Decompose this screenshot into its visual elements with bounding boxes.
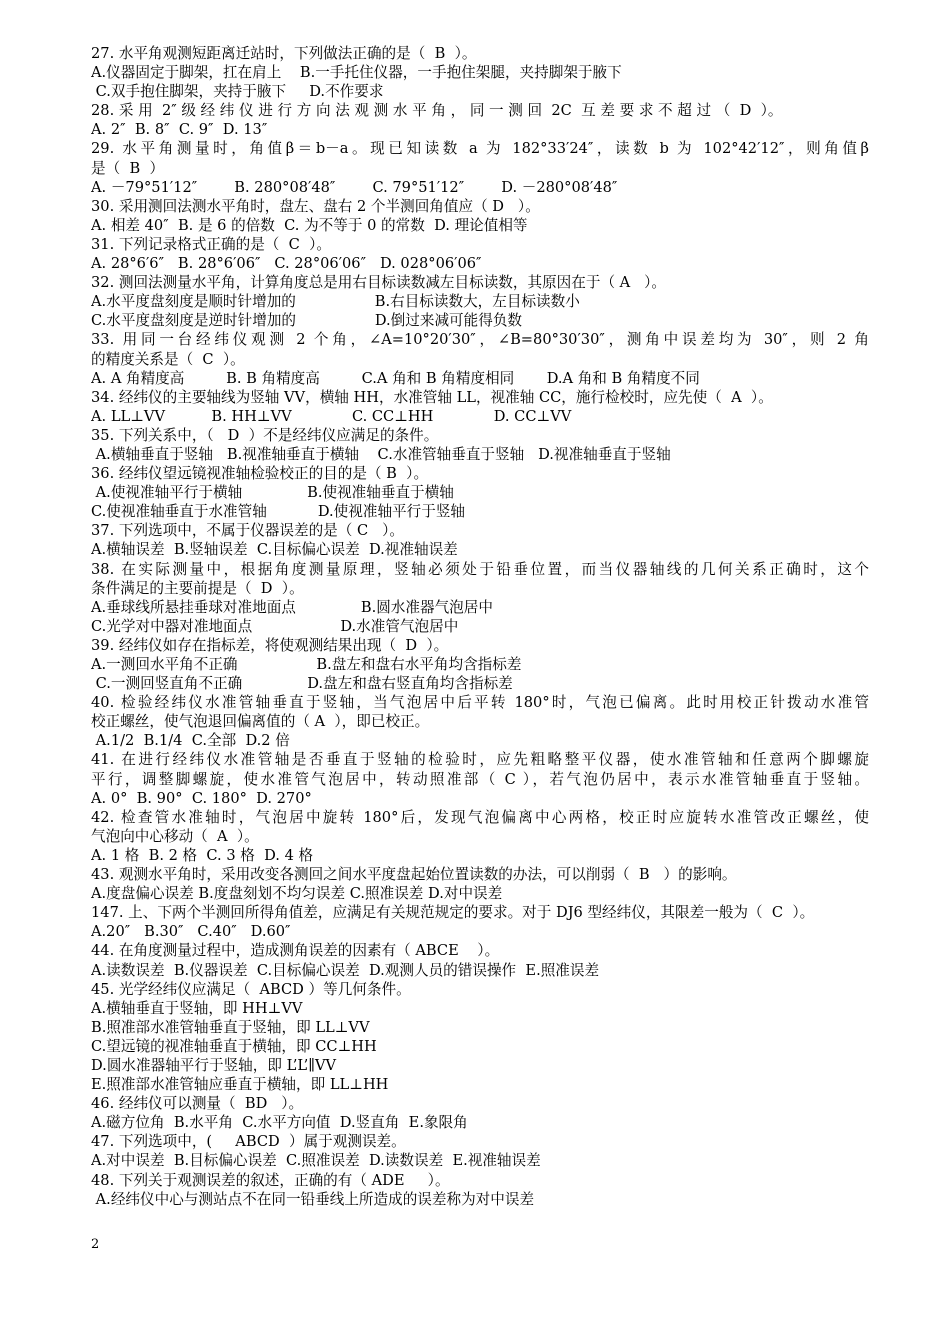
text-line: 45. 光学经纬仪应满足（ ABCD ）等几何条件。	[91, 980, 411, 998]
text-line: 34. 经纬仪的主要轴线为竖轴 VV，横轴 HH，水准管轴 LL，视准轴 CC，施行检校时，应先使（ A ）。	[91, 388, 773, 406]
text-line: D.圆水准器轴平行于竖轴，即 L’L’∥VV	[91, 1056, 337, 1074]
text-line: 是（ B ）	[91, 159, 165, 177]
text-line: A.磁方位角 B.水平角 C.水平方向值 D.竖直角 E.象限角	[91, 1114, 468, 1132]
text-line: C.光学对中器对准地面点 D.水准管气泡居中	[91, 617, 459, 635]
text-line: C.望远镜的视准轴垂直于横轴，即 CC⊥HH	[91, 1037, 377, 1055]
text-line: A.对中误差 B.目标偏心误差 C.照准误差 D.读数误差 E.视准轴误差	[91, 1152, 541, 1170]
text-line: 平行，调整脚螺旋，使水准管气泡居中，转动照准部（ C ），若气泡仍居中，表示水准管轴垂直于竖轴。	[91, 770, 869, 788]
text-line: A.1/2 B.1/4 C.全部 D.2 倍	[91, 732, 290, 750]
text-line: 的精度关系是（ C ）。	[91, 350, 245, 368]
text-line: 44. 在角度测量过程中，造成测角误差的因素有（ ABCE ）。	[91, 942, 500, 960]
text-line: 条件满足的主要前提是（ D ）。	[91, 579, 304, 597]
text-line: A. 1 格 B. 2 格 C. 3 格 D. 4 格	[91, 846, 314, 864]
text-line: 31. 下列记录格式正确的是（ C ）。	[91, 235, 331, 253]
text-line: A.度盘偏心误差 B.度盘刻划不均匀误差 C.照准误差 D.对中误差	[91, 885, 503, 903]
text-line: A.垂球线所悬挂垂球对准地面点 B.圆水准器气泡居中	[91, 598, 493, 616]
text-line: 36. 经纬仪望远镜视准轴检验校正的目的是（ B ）。	[91, 465, 429, 483]
text-line: 28. 采 用 2″ 级 经 纬 仪 进 行 方 向 法 观 测 水 平 角 ， 同 一 测 回 2C 互 差 要 求 不 超 过 （ D ）。	[91, 102, 783, 120]
text-line: A. LL⊥VV B. HH⊥VV C. CC⊥HH D. CC⊥VV	[91, 407, 572, 425]
text-line: C.使视准轴垂直于水准管轴 D.使视准轴平行于竖轴	[91, 503, 466, 521]
text-line: C.双手抱住脚架，夹持于腋下 D.不作要求	[91, 83, 384, 101]
text-line: A.横轴垂直于竖轴 B.视准轴垂直于横轴 C.水准管轴垂直于竖轴 D.视准轴垂直于竖轴	[91, 445, 671, 463]
text-line: B.照准部水准管轴垂直于竖轴，即 LL⊥VV	[91, 1018, 370, 1036]
page-number: 2	[91, 1237, 100, 1252]
text-line: E.照准部水准管轴应垂直于横轴，即 LL⊥HH	[91, 1076, 389, 1094]
text-line: 39. 经纬仪如存在指标差，将使观测结果出现（ D ）。	[91, 636, 449, 654]
text-line: 41. 在进行经纬仪水准管轴是否垂直于竖轴的检验时，应先粗略整平仪器，使水准管轴和任意两个脚螺旋	[91, 751, 869, 769]
text-line: 校正螺丝，使气泡退回偏离值的（ A ），即已校正。	[91, 713, 430, 731]
text-line: C.水平度盘刻度是逆时针增加的 D.倒过来减可能得负数	[91, 312, 523, 330]
text-line: A.使视准轴平行于横轴 B.使视准轴垂直于横轴	[91, 484, 454, 502]
text-line: A. 0° B. 90° C. 180° D. 270°	[91, 789, 312, 807]
text-line: 46. 经纬仪可以测量（ BD ）。	[91, 1095, 304, 1113]
text-line: 35. 下列关系中，（ D ）不是经纬仪应满足的条件。	[91, 426, 439, 444]
text-line: A.横轴垂直于竖轴，即 HH⊥VV	[91, 999, 303, 1017]
text-line: 32. 测回法测量水平角，计算角度总是用右目标读数减左目标读数，其原因在于（ A ）。	[91, 274, 667, 292]
text-line: 38. 在实际测量中，根据角度测量原理，竖轴必须处于铅垂位置，而当仪器轴线的几何关系正确时，这个	[91, 560, 869, 578]
text-line: A.读数误差 B.仪器误差 C.目标偏心误差 D.观测人员的错误操作 E.照准误差	[91, 961, 600, 979]
text-line: A. 28°6′6″ B. 28°6′06″ C. 28°06′06″ D. 028°06′06″	[91, 255, 482, 273]
text-line: A.一测回水平角不正确 B.盘左和盘右水平角均含指标差	[91, 656, 522, 673]
text-line: 30. 采用测回法测水平角时，盘左、盘右 2 个半测回角值应（ D ）。	[91, 197, 540, 215]
text-line: 气泡向中心移动（ A ）。	[91, 827, 259, 845]
text-line: A. －79°51′12″ B. 280°08′48″ C. 79°51′12″ D. －280°08′48″	[91, 178, 618, 196]
text-line: C.一测回竖直角不正确 D.盘左和盘右竖直角均含指标差	[91, 675, 513, 693]
text-line: A. A 角精度高 B. B 角精度高 C.A 角和 B 角精度相同 D.A 角和 B 角精度不同	[91, 369, 700, 387]
document-body	[91, 44, 869, 1209]
text-line: A. 相差 40″ B. 是 6 的倍数 C. 为不等于 0 的常数 D. 理论值相等	[91, 216, 528, 234]
text-line: 33. 用同一台经纬仪观测 2 个角，∠A=10°20′30″，∠B=80°30′30″，测角中误差均为 30″，则 2 角	[91, 331, 869, 349]
text-line: 40. 检验经纬仪水准管轴垂直于竖轴，当气泡居中后平转 180°时，气泡已偏离。此时用校正针拨动水准管	[91, 694, 869, 712]
text-line: 27. 水平角观测短距离迁站时，下列做法正确的是（ B ）。	[91, 45, 477, 62]
text-line: A.经纬仪中心与测站点不在同一铅垂线上所造成的误差称为对中误差	[91, 1190, 535, 1208]
text-line: A.20″ B.30″ C.40″ D.60″	[91, 923, 291, 941]
text-line: A.仪器固定于脚架，扛在肩上 B.一手托住仪器，一手抱住架腿，夹持脚架于腋下	[91, 64, 622, 82]
text-line: A.横轴误差 B.竖轴误差 C.目标偏心误差 D.视准轴误差	[91, 541, 458, 559]
text-line: A. 2″ B. 8″ C. 9″ D. 13″	[91, 121, 268, 139]
text-line: 42. 检查管水准轴时，气泡居中旋转 180°后，发现气泡偏离中心两格，校正时应旋转水准管改正螺丝，使	[91, 808, 869, 826]
text-line: 29. 水平角测量时，角值β＝b－a。现已知读数 a 为 182°33′24″，读数 b 为 102°42′12″，则角值β	[91, 140, 869, 158]
text-line: 48. 下列关于观测误差的叙述，正确的有（ ADE ）。	[91, 1171, 450, 1189]
text-line: 147. 上、下两个半测回所得角值差，应满足有关规范规定的要求。对于 DJ6 型经纬仪，其限差一般为（ C ）。	[91, 904, 815, 922]
text-line: 43. 观测水平角时，采用改变各测回之间水平度盘起始位置读数的办法，可以削弱（ B ）的影响。	[91, 866, 737, 884]
text-line: 47. 下列选项中，( ABCD ）属于观测误差。	[91, 1133, 406, 1151]
text-line: 37. 下列选项中，不属于仪器误差的是（ C ）。	[91, 522, 404, 540]
text-line: A.水平度盘刻度是顺时针增加的 B.右目标读数大，左目标读数小	[91, 293, 580, 311]
